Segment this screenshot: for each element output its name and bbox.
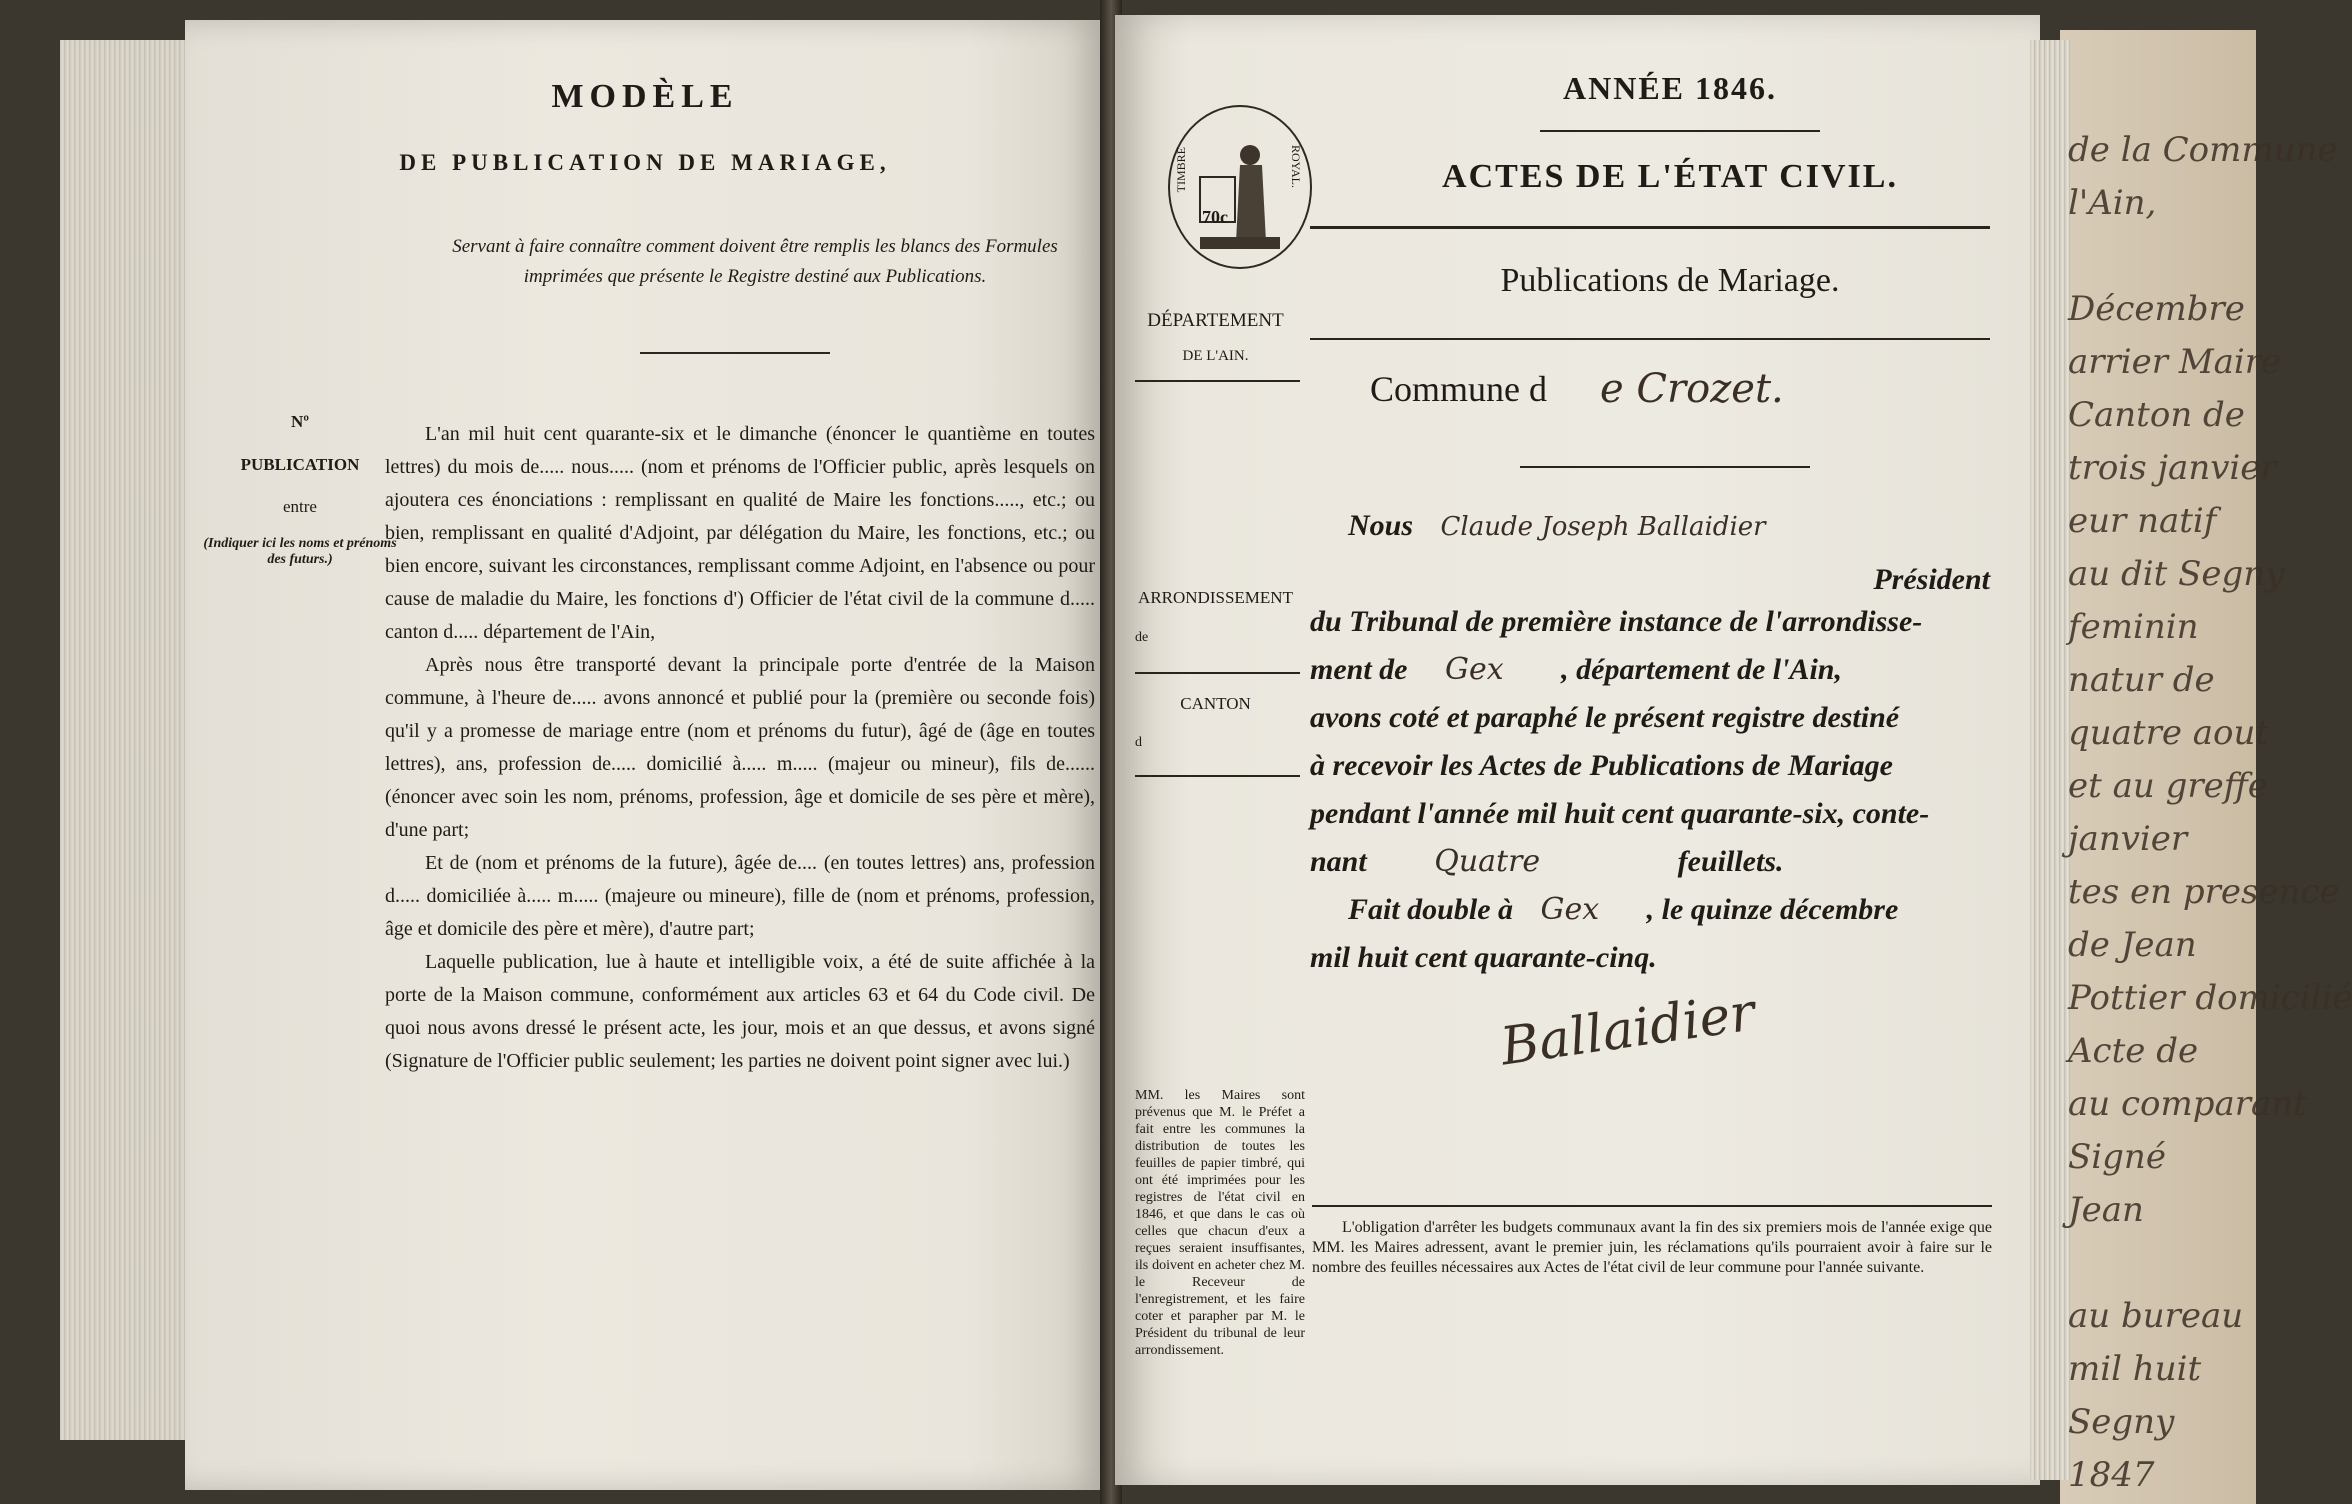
body-line-3: avons coté et paraphé le présent registre destiné: [1310, 701, 1900, 734]
left-para-2: Après nous être transporté devant la principale porte d'entrée de la Maison commune, à l'heure de..... avons annoncé et publié pour la (première ou seconde fois) qu'il y a promesse de mariage entre (nom et prénoms du futur), âgé de (âge en toutes lettres), ans, profession de..... domicilié à..... m..... (majeur ou mineur), fils de...... (énoncer avec soin les nom, prénoms, profession, âge et domicile de ses père et mère), d'une part;: [385, 654, 1095, 841]
body-line-6a: nant: [1310, 845, 1367, 878]
back-sheet-line: Acte de: [2068, 1031, 2199, 1071]
subtitle-rule: [1310, 338, 1990, 340]
back-sheet-line: de la Commune: [2068, 130, 2338, 170]
main-title: ACTES DE L'ÉTAT CIVIL.: [1442, 158, 1898, 195]
year-rule: [1540, 130, 1820, 132]
register-body: [1310, 598, 1990, 982]
back-sheet-line: et au greffe: [2068, 766, 2268, 806]
back-sheet-line: tes en presence: [2068, 872, 2340, 912]
arrondissement-de: de: [1135, 630, 1149, 645]
stamp-text-left: TIMBRE: [1174, 147, 1188, 193]
back-sheet-line: Jean: [2068, 1190, 2144, 1230]
register-subtitle: Publications de Mariage.: [1500, 262, 1840, 299]
commune-rule: [1520, 466, 1810, 468]
year-heading: ANNÉE 1846.: [1562, 70, 1777, 106]
back-sheet-line: janvier: [2068, 819, 2188, 859]
back-sheet-line: natur de: [2068, 660, 2215, 700]
president-signature: Ballaidier: [1497, 982, 1759, 1078]
left-para-3: Et de (nom et prénoms de la future), âgée de.... (en toutes lettres) ans, profession d..... domiciliée à..... m..... (majeure ou mineure), fille de (nom et prénoms, profession, âge et domicile des père et mère), d'autre part;: [385, 852, 1095, 940]
canton-d: d: [1135, 735, 1142, 750]
back-sheet-line: au bureau: [2068, 1296, 2244, 1336]
arrondissement-value: Gex: [1445, 652, 1504, 687]
back-sheet-line: trois janvier: [2068, 448, 2277, 488]
margin-entre: entre: [283, 497, 317, 516]
back-sheet-line: de Jean: [2068, 925, 2197, 965]
back-sheet-line: feminin: [2068, 607, 2199, 647]
left-intro: Servant à faire connaître comment doivent être remplis les blancs des Formules imprimées que présente le Registre destiné aux Publications.: [452, 236, 1058, 287]
back-sheet-line: Pottier domicilié: [2068, 978, 2352, 1018]
back-sheet-line: 1847: [2068, 1455, 2155, 1495]
right-page-edges: [2030, 40, 2070, 1480]
body-line-2a: ment de: [1310, 653, 1408, 686]
prefect-side-note: MM. les Maires sont prévenus que M. le Préfet a fait entre les communes la distribution de toutes les feuilles de papier timbré, qui ont été imprimées pour les registres de l'état civil en 1846, et que dans le cas où celles que chacun d'eux a reçues seraient insuffisantes, ils doivent en acheter chez M. le Receveur de l'enregistrement, et les faire coter et parapher par M. le Président du tribunal de leur arrondissement.: [1135, 1088, 1305, 1358]
left-page-edges: [60, 40, 200, 1440]
margin-no: Nº: [291, 412, 309, 431]
budget-footnote: L'obligation d'arrêter les budgets communaux avant la fin des six premiers mois de l'année exige que MM. les Maires adressent, avant le premier juin, les réclamations qu'ils pourraient avoir à faire sur le nombre des feuilles nécessaires aux Actes de l'état civil de leur commune pour l'année suivante.: [1312, 1219, 1992, 1276]
left-para-1: L'an mil huit cent quarante-six et le dimanche (énoncer le quantième en toutes lettres) du mois de..... nous..... (nom et prénoms de l'Officier public, après lesquels on ajoutera ces énonciations : remplissant en qualité de Maire les fonctions....., etc.; ou bien, remplissant en qualité d'Adjoint, par délégation du Maire, les fonctions, etc.; ou bien encore, suivant les circonstances, remplissant comme Adjoint, en l'absence ou pour cause de maladie du Maire, les fonctions d') Officier de l'état civil de la commune d..... canton d..... département de l'Ain,: [385, 423, 1095, 643]
body-line-5: pendant l'année mil huit cent quarante-six, conte-: [1310, 797, 1930, 830]
body-line-6b: feuillets.: [1677, 845, 1784, 878]
body-line-2: [1310, 646, 1990, 694]
body-line-2b: , département de l'Ain,: [1561, 653, 1842, 686]
arrondissement-rule: [1135, 672, 1300, 674]
back-sheet-line: au dit Segny: [2068, 554, 2285, 594]
footnote-rule: [1312, 1205, 1992, 1207]
back-sheet-line: Segny: [2068, 1402, 2175, 1442]
ornament-divider: [640, 352, 830, 354]
stamp-price: 70c: [1202, 207, 1228, 227]
left-title: MODÈLE: [551, 78, 739, 115]
margin-publication: PUBLICATION: [240, 455, 360, 474]
back-sheet-line: Signé: [2068, 1137, 2166, 1177]
body-line-6: [1310, 838, 1990, 886]
royal-stamp: [1168, 105, 1312, 269]
canton-label: CANTON: [1180, 694, 1251, 713]
left-subtitle: DE PUBLICATION DE MARIAGE,: [399, 150, 891, 175]
departement-rule: [1135, 380, 1300, 382]
left-para-4: Laquelle publication, lue à haute et intelligible voix, a été de suite affichée à la porte de la Maison commune, conformément aux articles 63 et 64 du Code civil. De quoi nous avons dressé le présent acte, les jour, mois et an que dessus, et avons signé (Signature de l'Officier public seulement; les parties ne doivent point signer avec lui.): [385, 951, 1095, 1072]
nous-value: Claude Joseph Ballaidier: [1440, 512, 1766, 542]
body-line-7a: Fait double à: [1348, 893, 1514, 926]
body-line-7: [1310, 886, 1990, 934]
arrondissement-label: ARRONDISSEMENT: [1138, 588, 1293, 607]
back-sheet-line: Canton de: [2068, 395, 2245, 435]
president-label: Président: [1873, 563, 1990, 596]
stamp-text-right: ROYAL.: [1289, 145, 1303, 189]
body-line-4: à recevoir les Actes de Publications de Mariage: [1310, 749, 1893, 782]
feuillets-value: Quatre: [1434, 844, 1541, 879]
canton-rule: [1135, 775, 1300, 777]
back-sheet-line: au comparant: [2068, 1084, 2307, 1124]
departement-value: DE L'AIN.: [1182, 348, 1249, 364]
body-line-7b: , le quinze décembre: [1646, 893, 1899, 926]
commune-label: Commune d: [1370, 369, 1547, 409]
nous-label: Nous: [1348, 509, 1414, 542]
nous-line: [1310, 502, 1990, 551]
back-sheet-line: arrier Maire: [2068, 342, 2282, 382]
margin-note: (Indiquer ici les noms et prénoms des futurs.): [203, 536, 397, 567]
back-sheet-line: quatre aout: [2068, 713, 2270, 753]
fait-double-value: Gex: [1540, 892, 1600, 927]
back-sheet-line: eur natif: [2068, 501, 2217, 541]
left-body: [385, 418, 1095, 1078]
back-sheet-line: Décembre: [2068, 289, 2245, 329]
body-line-8: mil huit cent quarante-cinq.: [1310, 941, 1657, 974]
body-line-1: du Tribunal de première instance de l'arrondisse-: [1310, 605, 1923, 638]
departement-label: DÉPARTEMENT: [1147, 310, 1284, 331]
back-sheet-line: mil huit: [2068, 1349, 2202, 1389]
title-rule: [1310, 226, 1990, 229]
commune-value: e Crozet.: [1600, 366, 1784, 412]
back-sheet-line: l'Ain,: [2068, 183, 2157, 223]
